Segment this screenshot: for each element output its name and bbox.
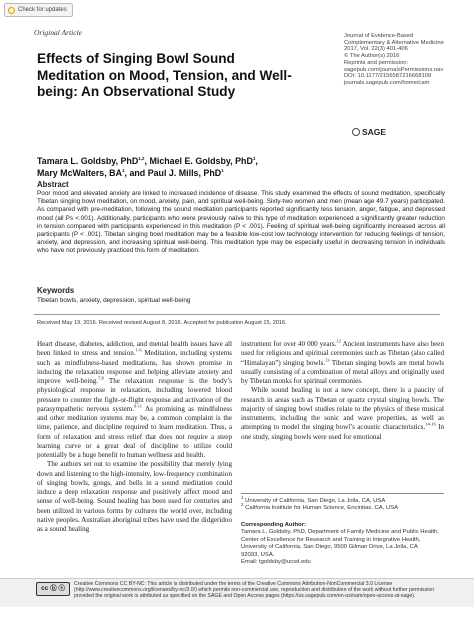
- paragraph: While sound healing is not a new concept, there is a paucity of research in areas such as Tibetan or quartz crystal singing bowls. The majority of singing bowl studies relate to the physics of these musical instruments, including the sonic and wave properties, as well as attempting to model the singing bowl’s acoustic characteristics.$^{14-16}$ In one study, singing bowls were used for emotional: [241, 386, 444, 441]
- journal-line: journals.sagepub.com/home/cam: [344, 79, 430, 86]
- footnote-divider: [241, 493, 444, 494]
- affiliation: $^2$ California Institute for Human Science, Encinitas, CA, USA: [241, 502, 399, 512]
- journal-info: [344, 33, 464, 87]
- affiliation: $^1$ University of California, San Diego, La Jolla, CA, USA: [241, 495, 386, 504]
- author-list: [37, 155, 437, 179]
- journal-line: © The Author(s) 2016: [344, 53, 400, 60]
- check-for-updates-badge[interactable]: [4, 3, 73, 17]
- journal-line: DOI: 10.1177/2156587216668109: [344, 73, 432, 80]
- affiliations: [241, 495, 444, 513]
- journal-line: sagepub.com/journalsPermissions.nav: [344, 66, 444, 73]
- corr-heading: Corresponding Author:: [241, 522, 306, 528]
- sage-logo: [352, 127, 386, 137]
- paragraph: Heart disease, diabetes, addiction, and mental health issues have all been linked to stress and tension.$^{1-6}$ Meditation, including systems such as mindfulness-based meditations, has shown promise in inducing the relaxation response and helping alleviate anxiety and improve well-being.$^{7,8}$ The relaxation response is the body’s physiological response in relaxation, including lowered blood pressure to counter the fight-or-flight response and activation of the parasympathetic nervous system.$^{9-11}$ As promising as mindfulness and other meditation systems may be, a common complaint is the time, patience, and discipline required to learn meditation. Thus, a form of relaxation and stress relief that does not require a steep learning curve or a great deal of discipline to utilize could potentially be a huge benefit to human wellness and health.: [37, 340, 233, 459]
- badge-label: Check for updates: [18, 7, 67, 13]
- update-icon: [8, 7, 15, 14]
- keywords-heading: Keywords: [37, 286, 75, 295]
- corr-line: Center of Excellence for Research and Training in Integrative Health,: [241, 536, 421, 543]
- abstract-text: Poor mood and elevated anxiety are linked to increased incidence of disease. This study examined the effects of sound meditation, specifically Tibetan singing bowl meditation, on mood, anxiety, pain, and spiritual well-being. Sixty-two women and men (mean age 49.7 years) participated. As compared with pre-meditation, following the sound meditation participants reported significantly less tension, anger, fatigue, and depressed mood (all Ps <.001). Additionally, participants who were previously naïve to this type of meditation experienced a significantly greater reduction in tension compared with participants experienced in this meditation (P < .001). Feeling of spiritual well-being significantly increased across all participants (P < .001). Tibetan singing bowl meditation may be a feasible low-cost low technology intervention for reducing feelings of tension, anxiety, and depression, and increasing spiritual well-being. This meditation type may be especially useful in decreasing tension in individuals who have not previously practiced this form of meditation.: [37, 190, 445, 255]
- paragraph: instrument for over 40 000 years.$^{12}$ Ancient instruments have also been used for religious and spiritual ceremonies such as Tibetan (also called “Himalayan”) singing bowls.$^{13}$ Tibetan singing bowls are metal bowls usually consisting of a combination of metal alloys and originally used by Tibetan monks for spiritual ceremonies.: [241, 338, 444, 385]
- author-line-1: Tamara L. Goldsby, PhD$^{1,2}$, Michael E. Goldsby, PhD$^1$,: [37, 156, 258, 166]
- corr-line: Tamara L. Goldsby, PhD, Department of Family Medicine and Public Health,: [241, 529, 439, 536]
- author-line-2: Mary McWalters, $BA^1$, and Paul J. Mills, PhD$^1$: [37, 168, 224, 179]
- publisher-name: SAGE: [362, 127, 387, 137]
- received-dates: Received May 19, 2016. Received revised August 8, 2016. Accepted for publication August 15, 2016.: [37, 320, 287, 326]
- journal-line: Complementary & Alternative Medicine: [344, 39, 444, 46]
- journal-line: 2017, Vol. 22(3) 401-406: [344, 46, 408, 53]
- article-type: Original Article: [34, 28, 82, 37]
- paragraph: The authors set out to examine the possibility that merely lying down and listening to the high-intensity, low-frequency combination of singing bowls, gongs, and bells in a sound meditation could induce a deep relaxation response and positively affect mood and sense of well-being. Sound healing has been used for centuries and been utilized in various forms by cultures the world over, including native peoples. Australian aboriginal tribes have used the didgeridoo as a sound healing: [37, 460, 232, 533]
- divider: [34, 314, 440, 315]
- journal-line: Reprints and permission:: [344, 59, 409, 66]
- sage-icon: [352, 128, 360, 136]
- body-column-left: [37, 340, 232, 534]
- corresponding-author: [241, 522, 444, 566]
- corr-line: 92093, USA.: [241, 551, 275, 558]
- article-title: Effects of Singing Bowl Sound Meditation on Mood, Tension, and Well-being: An Observational Study: [37, 51, 292, 99]
- license-text: Creative Commons CC BY-NC: This article is distributed under the terms of the Creative Commons Attribution-NonCommercial 3.0 License (http://www.creativecommons.org/licenses/by-nc/3.0/) which permits non-commercial use, reproduction and distribution of the work without further permission provided the original work is attributed as specified on the SAGE and Open Access pages (https://us.sagepub.com/en-us/nam/open-access-at-sage).: [74, 581, 435, 600]
- keywords-text: Tibetan bowls, anxiety, depression, spiritual well-being: [37, 297, 191, 304]
- abstract-heading: Abstract: [37, 180, 69, 189]
- corr-email[interactable]: Email: tgoldsby@ucsd.edu: [241, 559, 311, 566]
- cc-license-badge: cc ⓑ ⓢ: [36, 582, 70, 596]
- corr-line: University of California, San Diego, 9500 Gilman Drive, La Jolla, CA: [241, 544, 418, 551]
- journal-line: Journal of Evidence-Based: [344, 33, 414, 39]
- body-column-right: [241, 340, 444, 442]
